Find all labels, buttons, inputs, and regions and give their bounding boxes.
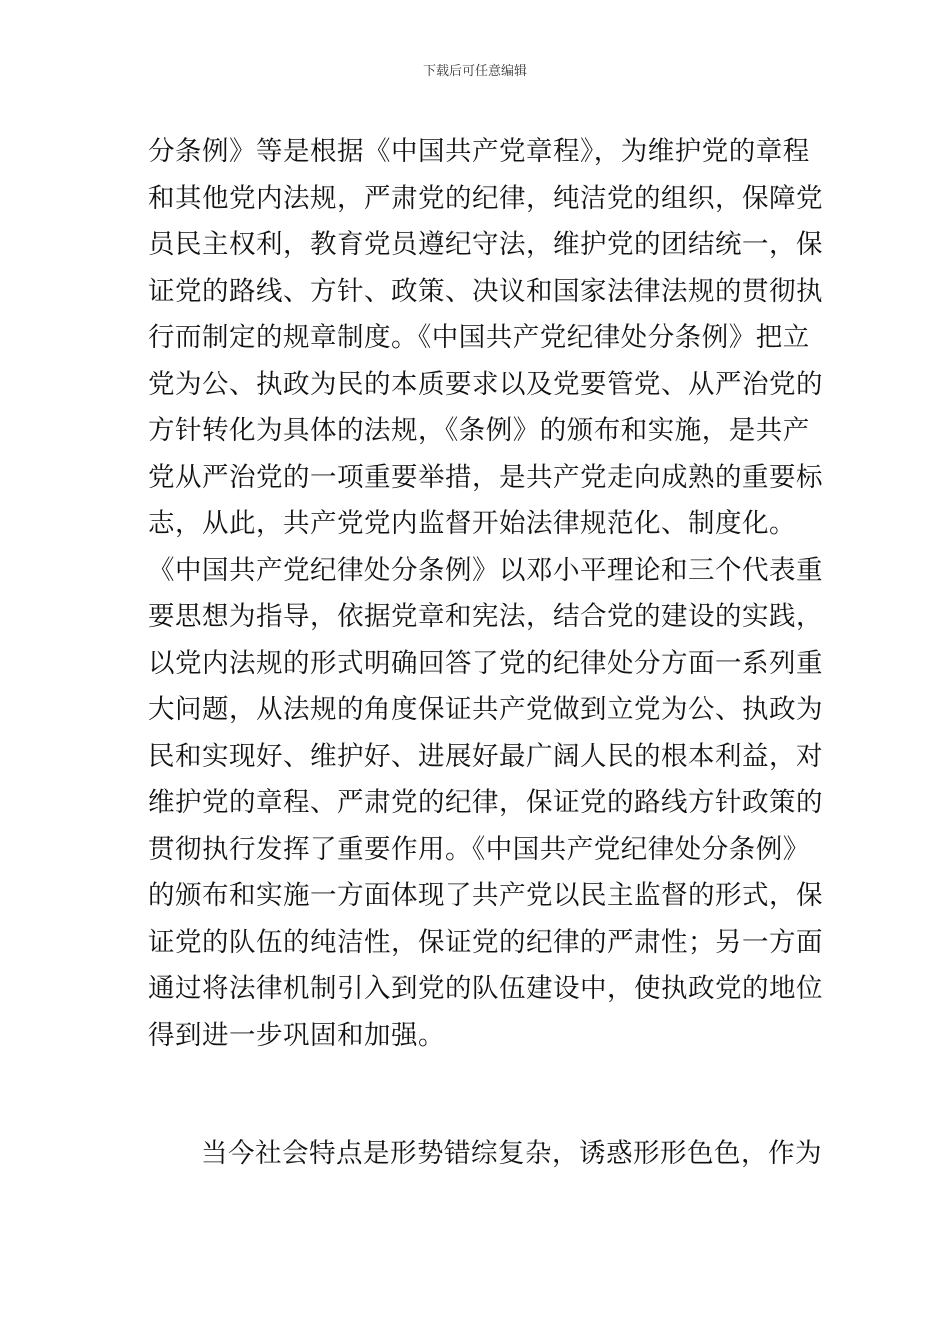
text-line: 以党内法规的形式明确回答了党的纪律处分方面一系列重 — [148, 647, 823, 679]
text-line: 当今社会特点是形势错综复杂，诱惑形形色色，作为 — [201, 1138, 822, 1169]
text-line: 和其他党内法规，严肃党的纪律，纯洁党的组织，保障党 — [148, 182, 823, 214]
text-line: 通过将法律机制引入到党的队伍建设中，使执政党的地位 — [148, 973, 823, 1004]
text-line: 党从严治党的一项重要举措，是共产党走向成熟的重要标 — [148, 461, 823, 493]
text-line: 行而制定的规章制度。《中国共产党纪律处分条例》把立 — [148, 322, 810, 353]
text-line: 员民主权利，教育党员遵纪守法，维护党的团结统一，保 — [148, 229, 823, 260]
text-line: 大问题，从法规的角度保证共产党做到立党为公、执政为 — [148, 694, 823, 725]
text-line: 证党的队伍的纯洁性，保证党的纪律的严肃性；另一方面 — [148, 926, 823, 958]
paragraph-1 — [148, 129, 823, 1059]
page-header: 下载后可任意编辑 — [422, 64, 527, 79]
text-line: 得到进一步巩固和加强。 — [148, 1019, 445, 1051]
text-line: 志，从此，共产党党内监督开始法律规范化、制度化。 — [148, 508, 796, 539]
text-line: 维护党的章程、严肃党的纪律，保证党的路线方针政策的 — [148, 787, 823, 818]
text-line: 证党的路线、方针、政策、决议和国家法律法规的贯彻执 — [148, 275, 823, 307]
body-text — [148, 129, 823, 1178]
text-line: 的颁布和实施一方面体现了共产党以民主监督的形式，保 — [148, 880, 823, 911]
text-line: 方针转化为具体的法规，《条例》的颁布和实施，是共产 — [148, 415, 810, 446]
text-line: 要思想为指导，依据党章和宪法，结合党的建设的实践， — [148, 601, 823, 632]
text-line: 民和实现好、维护好、进展好最广阔人民的根本利益，对 — [148, 740, 823, 772]
text-line: 党为公、执政为民的本质要求以及党要管党、从严治党的 — [148, 368, 823, 400]
paragraph-2 — [148, 1131, 822, 1178]
text-line: 分条例》等是根据《中国共产党章程》，为维护党的章程 — [148, 136, 810, 167]
text-line: 贯彻执行发挥了重要作用。《中国共产党纪律处分条例》 — [148, 833, 810, 865]
paragraph-spacer — [148, 1059, 808, 1131]
text-line: 《中国共产党纪律处分条例》以邓小平理论和三个代表重 — [148, 554, 823, 586]
